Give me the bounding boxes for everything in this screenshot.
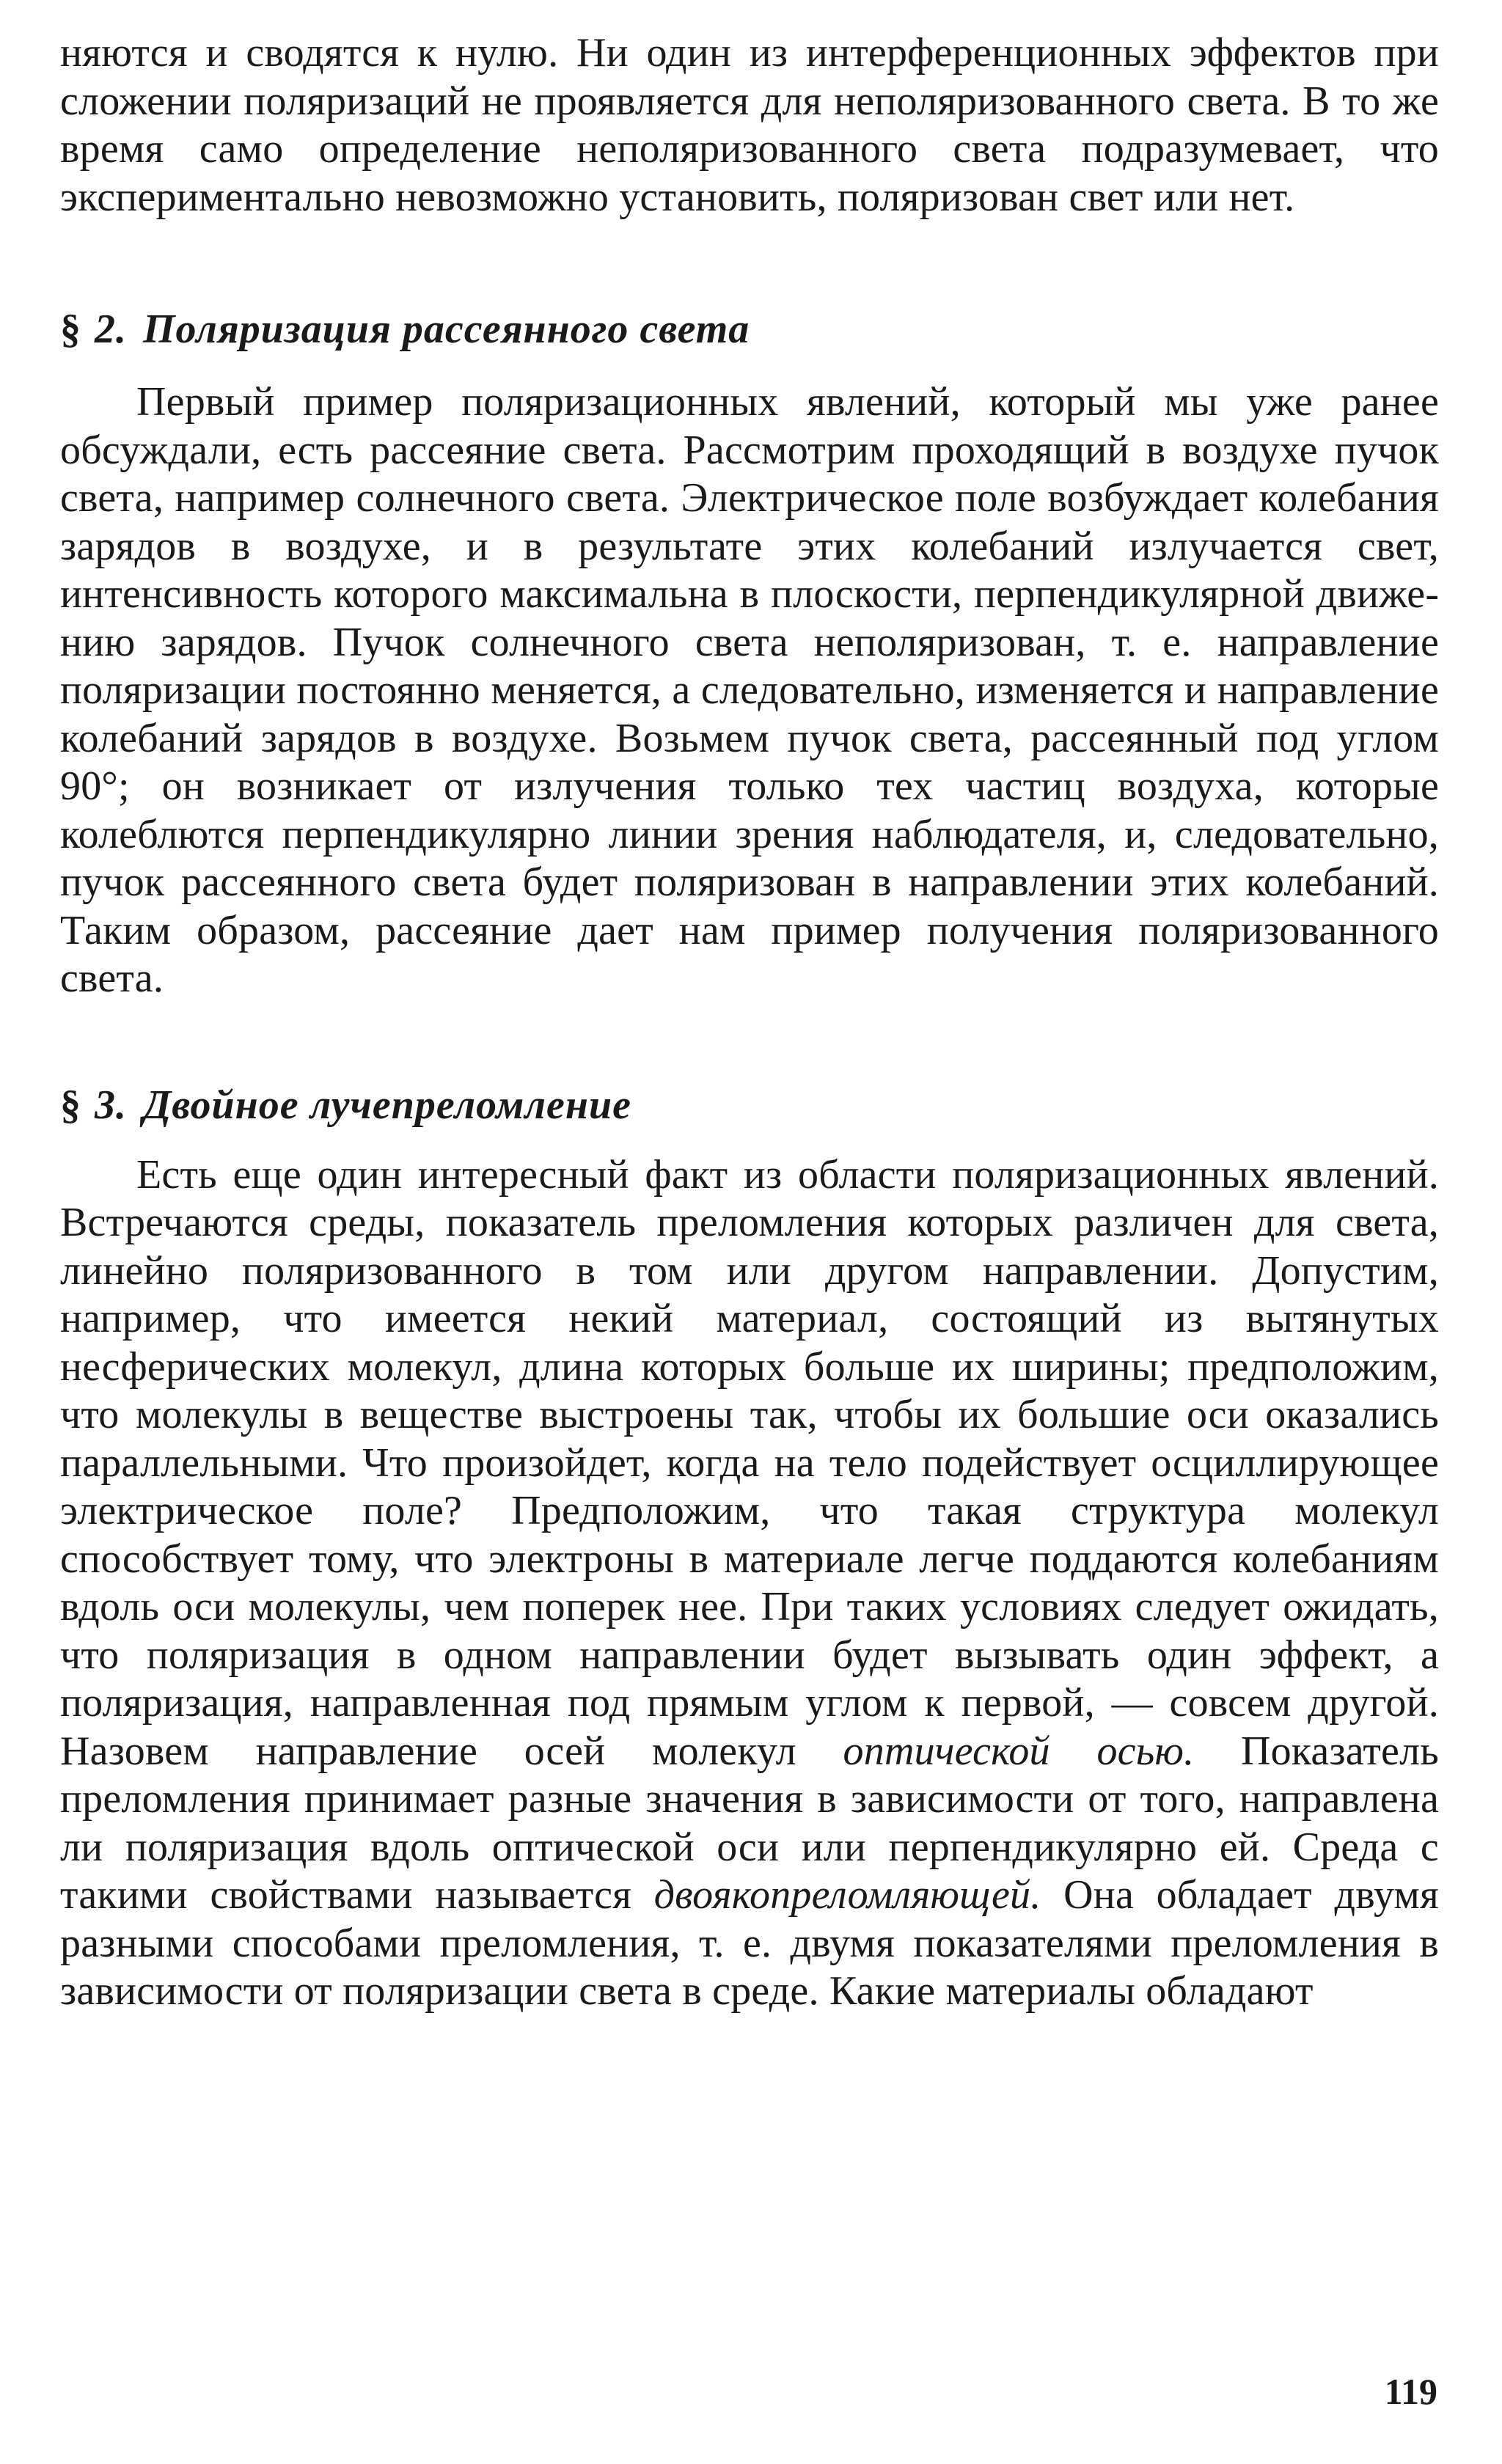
section-3-paragraph <box>60 1151 1439 2016</box>
intro-paragraph: няются и сводятся к нулю. Ни один из интерференционных эффектов при сложении поляризаций не проявляется для неполяризованного света. В то же время само определение неполяризованного света подразумевает, что экспериментально невозможно установить, поляризован свет или нет. <box>60 30 1439 220</box>
section-3-text-part1: Есть еще один интересный факт из области поляризационных явлений. Встречаются среды, показатель преломления которых различен для света, линейно поляризованного в том или другом направлении. Допустим, например, что имеется некий материал, состоящий из вытянутых несферических молекул, длина которых больше их ширины; предположим, что молекулы в веществе выстроены так, чтобы их большие оси оказались параллельными. Что произойдет, когда на тело подействует осциллирующее электрическое поле? Предположим, что такая структура молекул способствует тому, что электроны в материале легче поддаются колебаниям вдоль оси молекулы, чем поперек нее. При таких условиях следует ожидать, что поляризация в одном направлении будет вызывать один эффект, а поляризация, направленная под прямым углом к первой, — совсем другой. Назовем направление осей молекул <box>60 1151 1439 1774</box>
section-sign: § <box>60 307 81 352</box>
section-3-text-part2: Показатель преломления принимает разные значения в зависимости от того, направлена ли поляризация вдоль оптической оси или перпендикулярно ей. Среда с такими свойствами называется <box>60 1728 1439 1918</box>
section-2-heading <box>60 304 1439 355</box>
term-optical-axis: оптической осью. <box>843 1728 1195 1774</box>
section-3-text-part3: Она обладает двумя разными способами преломления, т. е. двумя показателями преломления в зависимости от поляризации света в среде. Какие материалы обладают <box>60 1872 1439 2014</box>
section-3-title: Двойное лучепреломление <box>143 1082 631 1128</box>
section-sign: § <box>60 1082 81 1128</box>
term-birefringent: двоякопреломляющей. <box>653 1872 1041 1918</box>
section-2-title: Поляризация рассеянного света <box>143 307 750 352</box>
section-3-heading <box>60 1079 1439 1131</box>
book-page <box>60 29 1439 2016</box>
section-2-number: 2. <box>95 307 127 352</box>
section-2-paragraph: Первый пример поляризационных явлений, который мы уже ранее обсуждали, есть рассеяние света. Рассмотрим проходящий в воздухе пучок света, например солнечного света. Электрическое поле возбуждает колебания зарядов в воздухе, и в результате этих колебаний излучается свет, интенсивность которого максимальна в плоскости, перпендикулярной движению зарядов. Пучок солнечного света неполяризован, т. е. направление поляризации постоянно меняется, а следовательно, изменяется и направление колебаний зарядов в воздухе. Возьмем пучок света, рассеянный под углом 90°; он возникает от излучения только тех частиц воздуха, которые колеблются перпендикулярно линии зрения наблюдателя, и, следовательно, пучок рассеянного света будет поляризован в направлении этих колебаний. Таким образом, рассеяние дает нам пример получения поляризованного света. <box>60 379 1439 1001</box>
page-number: 119 <box>1384 2371 1437 2412</box>
section-3-number: 3. <box>95 1082 127 1128</box>
